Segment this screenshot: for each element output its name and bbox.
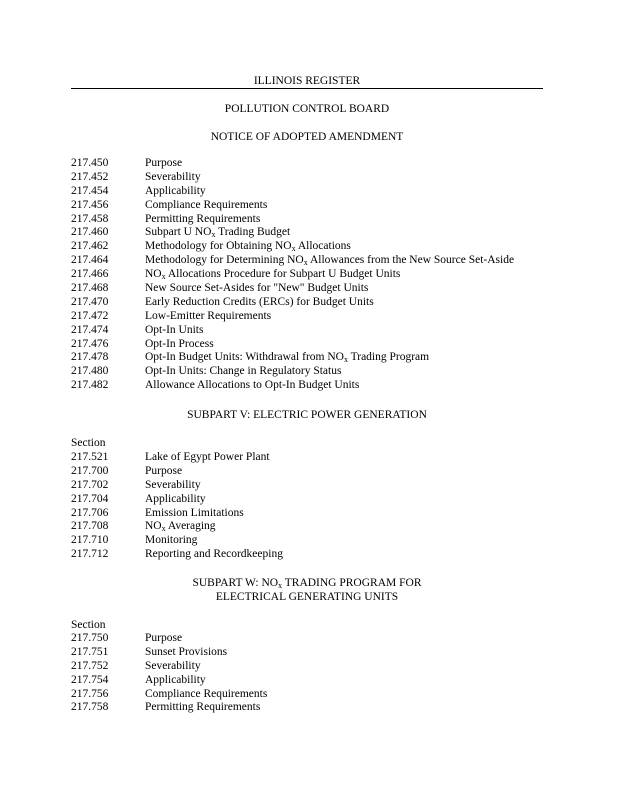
section-title-text-cont: Allocations (295, 240, 351, 253)
section-number: 217.450 (71, 157, 109, 169)
section-title (145, 674, 206, 688)
section-title-text: Compliance Requirements (145, 687, 268, 700)
section-title (145, 701, 260, 715)
section-number: 217.468 (71, 282, 109, 295)
section-row (71, 520, 551, 534)
section-title-text: Purpose (145, 632, 183, 644)
section-title-text: Allowance Allocations to Opt-In Budget Units (145, 379, 360, 392)
section-number: 217.752 (71, 659, 109, 672)
section-number: 217.751 (71, 645, 109, 658)
subpart-u-section-list (71, 157, 551, 393)
section-title (145, 296, 374, 310)
section-row (71, 254, 551, 268)
section-number: 217.452 (71, 170, 109, 183)
section-title-text: New Source Set-Asides for "New" Budget Units (145, 282, 369, 295)
section-number: 217.470 (71, 295, 109, 308)
section-row (71, 240, 551, 254)
section-row (71, 268, 551, 282)
section-title (145, 507, 244, 521)
section-title (145, 646, 227, 660)
section-title (145, 185, 206, 199)
section-title (145, 282, 368, 296)
subpart-w-heading-line2: ELECTRICAL GENERATING UNITS (215, 591, 399, 603)
section-row (71, 688, 551, 702)
section-number: 217.758 (71, 701, 109, 714)
subpart-v-section-label: Section (71, 437, 106, 449)
section-title (145, 351, 429, 365)
section-title-text: Purpose (145, 157, 183, 169)
section-title (145, 310, 271, 324)
section-row (71, 493, 551, 507)
section-title-text: Severability (145, 659, 201, 672)
section-row (71, 351, 551, 365)
section-title-text: Severability (145, 170, 201, 183)
section-number: 217.756 (71, 687, 109, 700)
section-title (145, 365, 341, 379)
section-title (145, 493, 206, 507)
section-title (145, 534, 197, 548)
section-number: 217.702 (71, 478, 109, 491)
section-title (145, 548, 283, 562)
section-title (145, 157, 182, 171)
section-number: 217.476 (71, 337, 109, 350)
section-number: 217.708 (71, 520, 109, 533)
section-row (71, 296, 551, 310)
subscript: x (211, 230, 216, 240)
section-row (71, 338, 551, 352)
subpart-w-heading-pre: SUBPART W: NO (192, 577, 279, 589)
section-title-text: Lake of Egypt Power Plant (145, 451, 270, 463)
section-row (71, 171, 551, 185)
notice-title: NOTICE OF ADOPTED AMENDMENT (210, 131, 404, 143)
section-title-text: Permitting Requirements (145, 212, 261, 225)
subpart-w-heading-post: TRADING PROGRAM FOR (282, 577, 422, 589)
section-title-text-cont: Averaging (165, 520, 216, 533)
section-title (145, 324, 203, 338)
section-title (145, 240, 351, 254)
section-title (145, 465, 182, 479)
section-row (71, 548, 551, 562)
section-row (71, 660, 551, 674)
section-number: 217.478 (71, 351, 109, 364)
subpart-v-heading: SUBPART V: ELECTRIC POWER GENERATION (187, 409, 427, 421)
section-title-text: Early Reduction Credits (ERCs) for Budget Units (145, 295, 374, 308)
section-row (71, 674, 551, 688)
section-row (71, 701, 551, 715)
section-title (145, 226, 290, 240)
section-row (71, 282, 551, 296)
section-title-text: Applicability (145, 492, 206, 505)
section-number: 217.464 (71, 254, 109, 267)
section-title-text: Opt-In Units: Change in Regulatory Status (145, 365, 342, 378)
section-number: 217.458 (71, 212, 109, 225)
section-title-text: NO (145, 268, 162, 281)
section-title-text: Opt-In Process (145, 337, 214, 350)
section-title-text-cont: Allocations Procedure for Subpart U Budget Units (165, 268, 401, 281)
section-row (71, 451, 551, 465)
subpart-w-section-label: Section (71, 619, 106, 631)
section-title (145, 660, 201, 674)
section-title-text: Emission Limitations (145, 506, 244, 519)
section-row (71, 632, 551, 646)
section-title-text: Purpose (145, 464, 183, 477)
subscript: x (291, 244, 296, 254)
section-title-text: Permitting Requirements (145, 701, 261, 714)
section-row (71, 213, 551, 227)
section-title-text: Monitoring (145, 534, 198, 547)
section-number: 217.466 (71, 268, 109, 281)
section-number: 217.700 (71, 464, 109, 477)
section-title (145, 520, 216, 534)
section-number: 217.710 (71, 534, 109, 547)
section-title (145, 379, 359, 393)
subpart-w-section-list (71, 632, 551, 715)
section-row (71, 185, 551, 199)
section-row (71, 379, 551, 393)
subscript: x (303, 258, 308, 268)
section-title-text: Compliance Requirements (145, 198, 268, 211)
section-title-text: Sunset Provisions (145, 645, 228, 658)
section-row (71, 507, 551, 521)
section-row (71, 157, 551, 171)
section-title-text: Methodology for Obtaining NO (145, 240, 292, 253)
section-title-text: Opt-In Units (145, 323, 204, 336)
section-number: 217.712 (71, 548, 109, 561)
subscript: x (161, 524, 166, 534)
section-row (71, 324, 551, 338)
section-number: 217.454 (71, 184, 109, 197)
section-title (145, 171, 201, 185)
subscript: x (343, 355, 348, 365)
section-title (145, 338, 214, 352)
subpart-w-heading-line1 (71, 576, 543, 590)
section-title-text: Opt-In Budget Units: Withdrawal from NO (145, 351, 344, 364)
section-title-text: Applicability (145, 184, 206, 197)
section-row (71, 310, 551, 324)
section-row (71, 534, 551, 548)
section-title (145, 199, 267, 213)
section-title (145, 254, 514, 268)
section-number: 217.521 (71, 451, 109, 463)
section-title-text: NO (145, 520, 162, 533)
section-number: 217.462 (71, 240, 109, 253)
section-row (71, 646, 551, 660)
section-title-text: Subpart U NO (145, 226, 212, 239)
section-number: 217.706 (71, 506, 109, 519)
section-title-text-cont: Trading Program (347, 351, 430, 364)
section-title-text: Methodology for Determining NO (145, 254, 304, 267)
agency-name: POLLUTION CONTROL BOARD (224, 103, 390, 115)
section-number: 217.750 (71, 632, 109, 644)
section-row (71, 199, 551, 213)
section-number: 217.456 (71, 198, 109, 211)
section-title-text: Reporting and Recordkeeping (145, 548, 283, 561)
subpart-v-section-list (71, 451, 551, 562)
section-number: 217.474 (71, 323, 109, 336)
section-row (71, 365, 551, 379)
header-divider (71, 88, 543, 89)
section-number: 217.754 (71, 673, 109, 686)
section-number: 217.480 (71, 365, 109, 378)
section-title (145, 213, 260, 227)
section-title (145, 451, 270, 465)
section-title-text-cont: Trading Budget (215, 226, 291, 239)
section-row (71, 226, 551, 240)
section-row (71, 465, 551, 479)
subpart-w-heading-sub: x (278, 581, 283, 590)
section-number: 217.704 (71, 492, 109, 505)
section-title (145, 688, 267, 702)
section-row (71, 479, 551, 493)
section-number: 217.460 (71, 226, 109, 239)
section-title-text: Applicability (145, 673, 206, 686)
section-number: 217.472 (71, 309, 109, 322)
section-title (145, 632, 182, 646)
section-title (145, 479, 201, 493)
section-title-text-cont: Allowances from the New Source Set-Aside (307, 254, 515, 267)
section-number: 217.482 (71, 379, 109, 392)
register-title: ILLINOIS REGISTER (253, 75, 361, 87)
section-title-text: Low-Emitter Requirements (145, 309, 272, 322)
subscript: x (161, 272, 166, 282)
section-title-text: Severability (145, 478, 201, 491)
section-title (145, 268, 400, 282)
